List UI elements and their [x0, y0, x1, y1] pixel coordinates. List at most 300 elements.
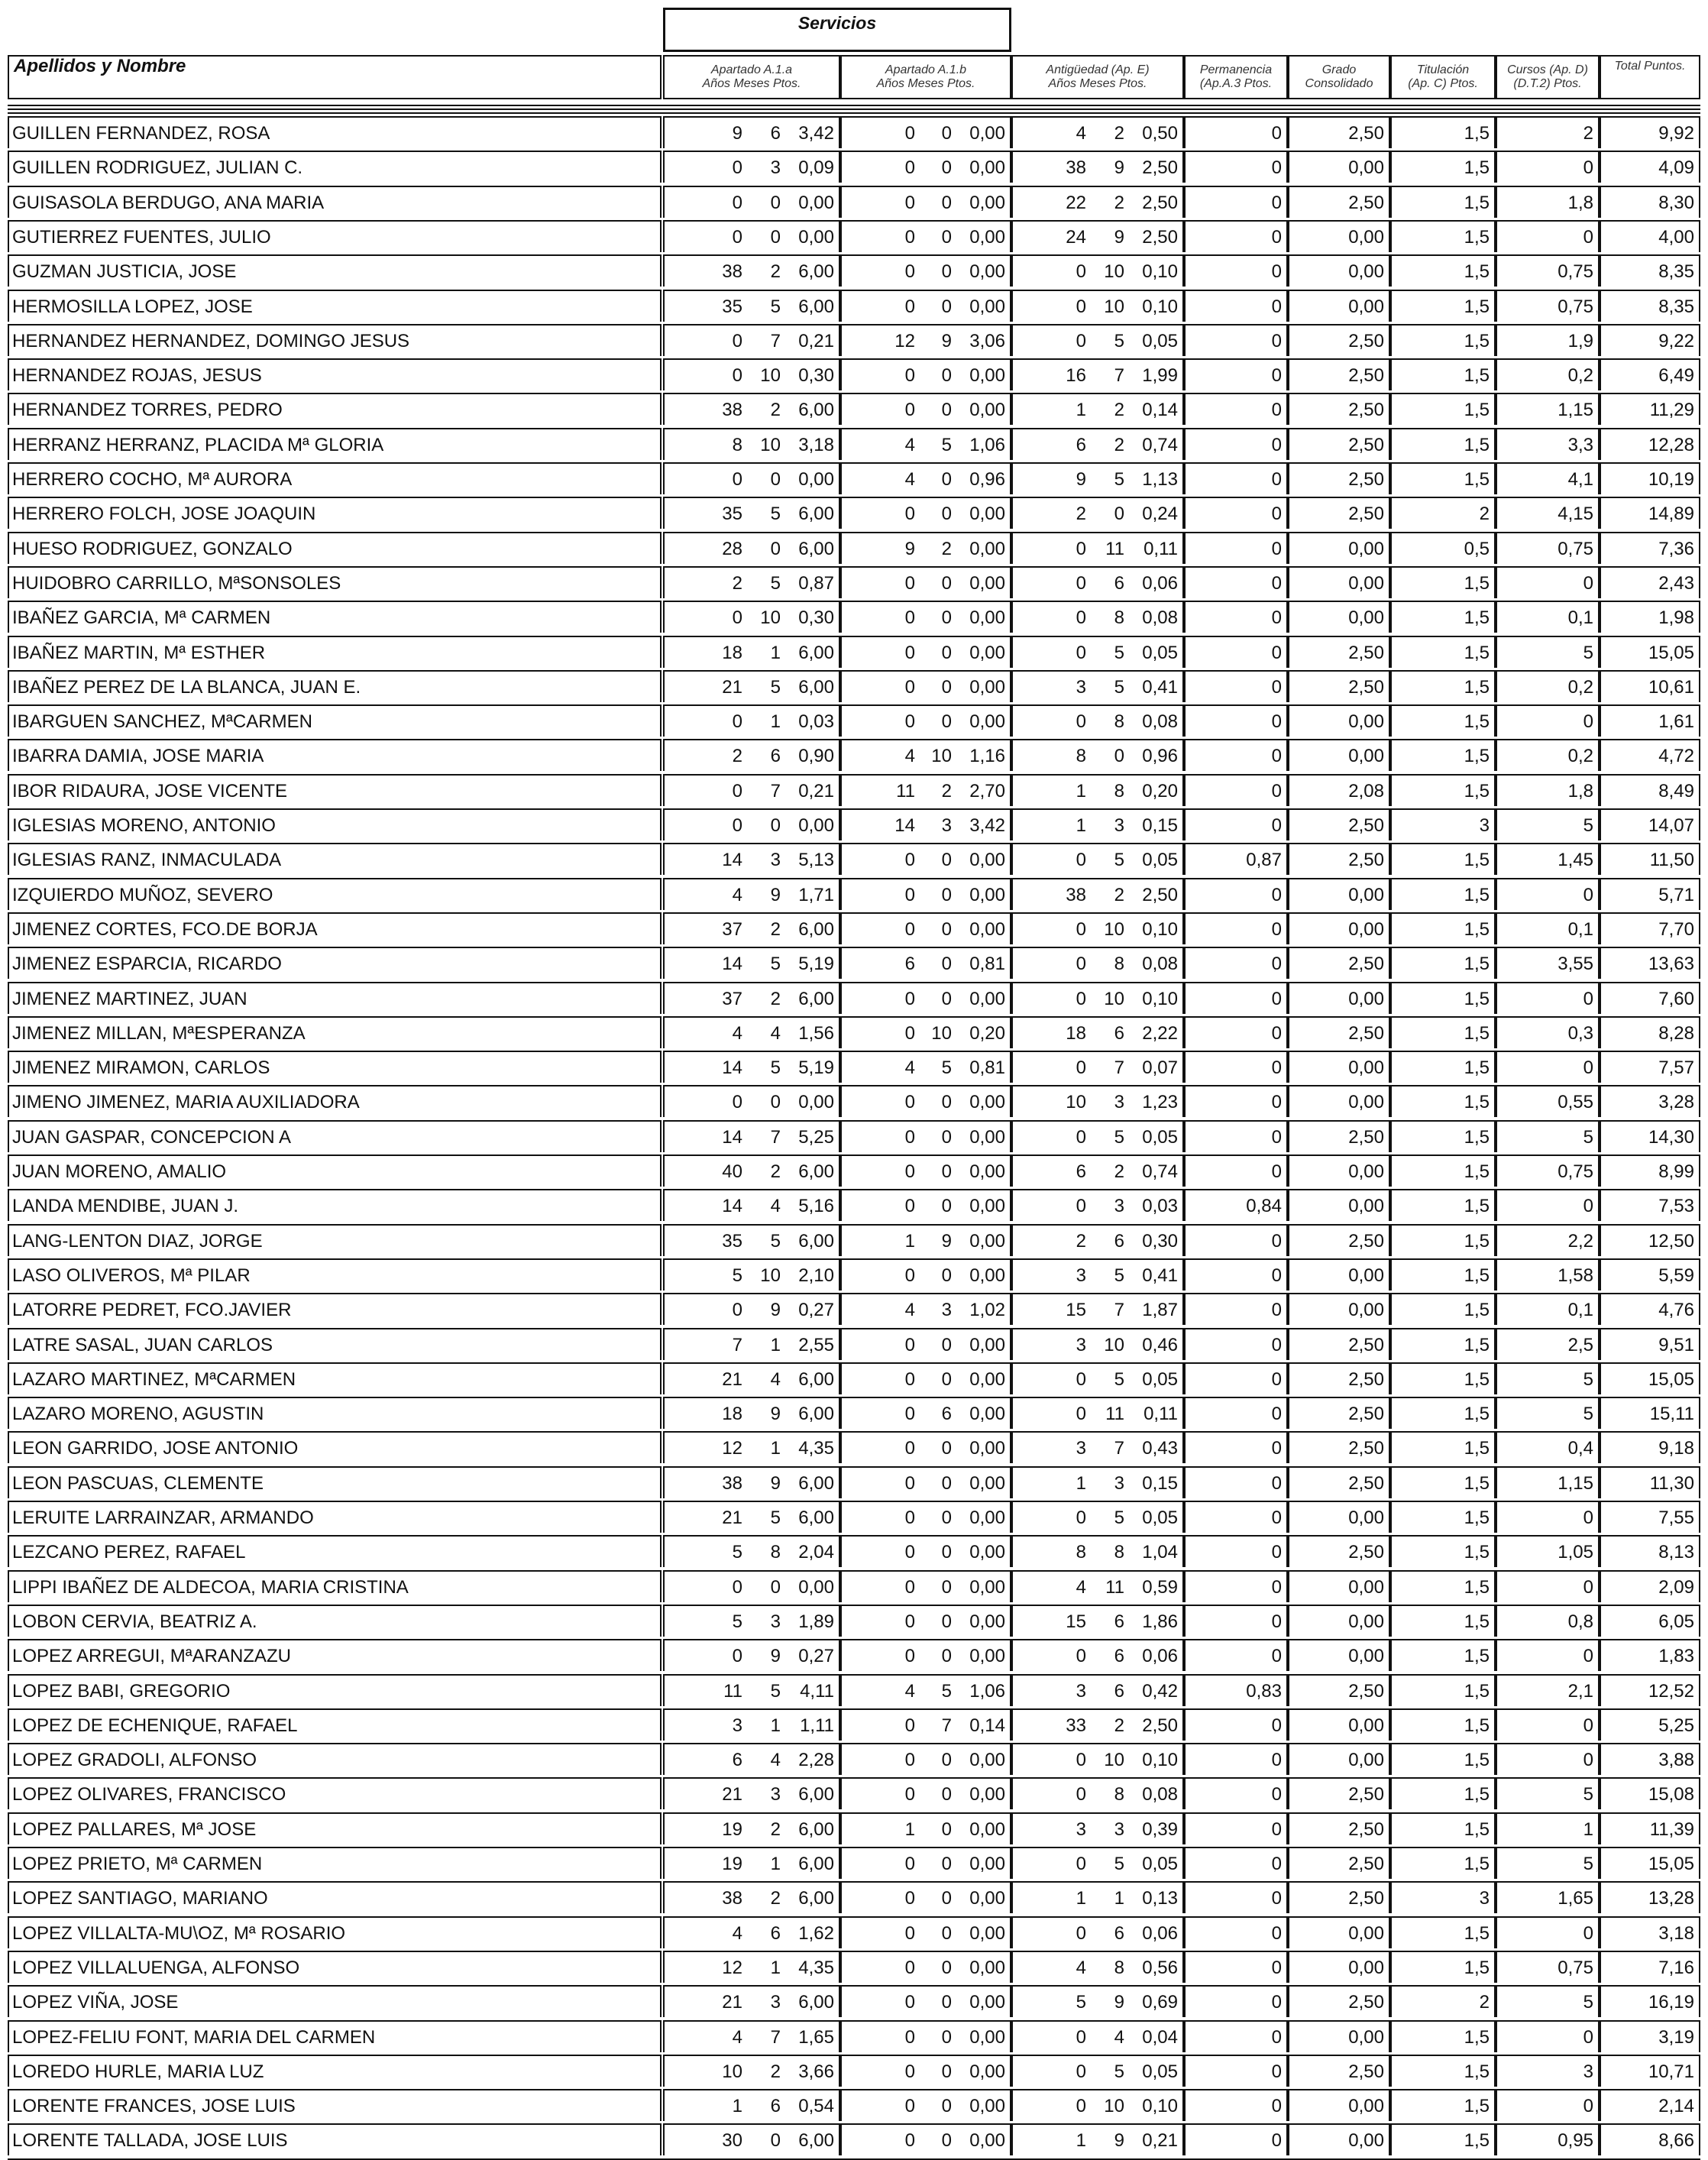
cell-perm: 0	[1184, 393, 1288, 425]
cell-a1a-years: 21	[722, 676, 742, 698]
cell-a1a-months: 0	[770, 2130, 781, 2152]
cell-a1b	[840, 393, 1011, 425]
cell-a1a-years: 6	[732, 1750, 742, 1771]
cell-a1b-points: 0,00	[969, 2130, 1005, 2152]
cell-name: JIMENO JIMENEZ, MARIA AUXILIADORA	[8, 1085, 662, 1117]
cell-total: 7,55	[1600, 1501, 1700, 1533]
cell-a1b-months: 0	[941, 954, 952, 975]
cell-a1a-points: 6,00	[798, 1161, 834, 1182]
cell-ant-months: 3	[1114, 815, 1124, 836]
table-row	[0, 254, 1708, 287]
cell-grado: 2,50	[1288, 1397, 1390, 1429]
cell-ant-months: 3	[1114, 1818, 1124, 1840]
cell-ant-years: 6	[1076, 1161, 1086, 1182]
table-row	[0, 1535, 1708, 1567]
cell-tit: 2	[1390, 1985, 1496, 2017]
cell-a1a-years: 0	[732, 1576, 742, 1598]
cell-perm: 0	[1184, 1224, 1288, 1256]
cell-tit: 1,5	[1390, 739, 1496, 771]
cell-a1a-points: 5,13	[798, 850, 834, 871]
cell-perm: 0	[1184, 1985, 1288, 2017]
cell-a1b-months: 0	[941, 1092, 952, 1113]
cell-perm: 0	[1184, 2020, 1288, 2052]
table-row	[0, 2055, 1708, 2087]
cell-perm: 0	[1184, 739, 1288, 771]
cell-a1a-months: 0	[770, 192, 781, 213]
cell-a1b-months: 0	[941, 157, 952, 179]
cell-grado: 0,00	[1288, 1605, 1390, 1637]
cell-ant-years: 0	[1076, 1646, 1086, 1667]
cell-ant-months: 10	[1104, 1750, 1124, 1771]
cell-ant-months: 8	[1114, 1957, 1124, 1978]
cell-tit: 1,5	[1390, 1951, 1496, 1983]
cell-grado: 0,00	[1288, 151, 1390, 183]
cell-a1b	[840, 912, 1011, 944]
cell-name: LANG-LENTON DIAZ, JORGE	[8, 1224, 662, 1256]
cell-tit: 1,5	[1390, 670, 1496, 702]
cell-a1b-years: 0	[904, 918, 915, 940]
table-row	[0, 1016, 1708, 1048]
cell-a1b-points: 0,00	[969, 226, 1005, 248]
cell-a1b-points: 0,96	[969, 469, 1005, 490]
cell-tit: 2	[1390, 497, 1496, 529]
cell-a1a-points: 4,35	[798, 1438, 834, 1459]
cell-ant-years: 1	[1076, 780, 1086, 801]
cell-a1a-points: 6,00	[798, 1784, 834, 1805]
cell-a1a-years: 0	[732, 607, 742, 629]
cell-ant-years: 1	[1076, 1888, 1086, 1909]
cell-a1a	[663, 1189, 840, 1221]
cell-ant-points: 0,08	[1142, 711, 1178, 733]
cell-perm: 0	[1184, 566, 1288, 598]
cell-total: 10,19	[1600, 462, 1700, 494]
cell-a1b-points: 0,00	[969, 850, 1005, 871]
cell-ant-months: 5	[1114, 1507, 1124, 1528]
cell-grado: 2,50	[1288, 1881, 1390, 1913]
cell-ant-points: 0,05	[1142, 1507, 1178, 1528]
cell-grado: 0,00	[1288, 1951, 1390, 1983]
cell-a1b	[840, 808, 1011, 840]
cell-a1b	[840, 254, 1011, 287]
cell-cursos: 0	[1496, 1051, 1600, 1083]
cell-a1a	[663, 532, 840, 564]
cell-total: 6,05	[1600, 1605, 1700, 1637]
cell-a1b-points: 0,00	[969, 1854, 1005, 1874]
cell-grado: 2,50	[1288, 1847, 1390, 1879]
cell-a1b-years: 4	[904, 1300, 915, 1321]
cell-grado: 2,50	[1288, 497, 1390, 529]
cell-cursos: 2	[1496, 116, 1600, 148]
cell-a1a-months: 7	[770, 330, 781, 351]
cell-ant-months: 7	[1114, 1057, 1124, 1079]
cell-grado: 2,50	[1288, 393, 1390, 425]
cell-ant-months: 2	[1114, 1715, 1124, 1736]
cell-ant-months: 6	[1114, 572, 1124, 594]
cell-cursos: 0	[1496, 1708, 1600, 1741]
cell-cursos: 1,05	[1496, 1535, 1600, 1567]
cell-a1b-years: 0	[904, 504, 915, 525]
cell-ant-points: 0,41	[1142, 1265, 1178, 1286]
cell-ant-points: 0,11	[1144, 1404, 1178, 1425]
cell-a1b-months: 0	[941, 2130, 952, 2152]
cell-ant-points: 2,50	[1142, 884, 1178, 905]
cell-ant-years: 3	[1076, 1438, 1086, 1459]
cell-ant-points: 2,50	[1142, 226, 1178, 248]
cell-a1b	[840, 601, 1011, 633]
cell-ant-points: 0,56	[1142, 1957, 1178, 1978]
cell-a1a-years: 0	[732, 469, 742, 490]
cell-a1b	[840, 358, 1011, 390]
cell-grado: 2,50	[1288, 1224, 1390, 1256]
cell-cursos: 0,75	[1496, 290, 1600, 322]
cell-a1b-points: 0,00	[969, 1126, 1005, 1148]
cell-a1a-points: 0,00	[798, 1576, 834, 1598]
cell-a1b	[840, 1189, 1011, 1221]
cell-a1a-months: 6	[770, 123, 781, 144]
cell-a1a	[663, 1051, 840, 1083]
cell-cursos: 1,58	[1496, 1258, 1600, 1290]
cell-a1b-months: 10	[931, 1022, 952, 1044]
cell-tit: 1,5	[1390, 947, 1496, 979]
cell-ant-months: 10	[1104, 918, 1124, 940]
cell-a1b-years: 0	[904, 607, 915, 629]
cell-a1b-months: 0	[941, 296, 952, 317]
cell-cursos: 0,2	[1496, 670, 1600, 702]
cell-a1b-years: 0	[904, 2061, 915, 2082]
cell-a1a-points: 2,28	[798, 1750, 834, 1771]
cell-a1b-points: 0,81	[969, 1057, 1005, 1079]
cell-a1a	[663, 1085, 840, 1117]
cell-a1a-years: 11	[723, 1680, 742, 1702]
cell-a1b-years: 1	[904, 1230, 915, 1252]
cell-a1a-months: 10	[760, 607, 781, 629]
cell-grado: 2,50	[1288, 1985, 1390, 2017]
cell-a1a-points: 6,00	[798, 296, 834, 317]
cell-name: LATRE SASAL, JUAN CARLOS	[8, 1328, 662, 1360]
cell-a1a	[663, 1258, 840, 1290]
cell-grado: 0,00	[1288, 1501, 1390, 1533]
cell-grado: 0,00	[1288, 2123, 1390, 2155]
cell-cursos: 0	[1496, 1639, 1600, 1671]
cell-ant-months: 10	[1104, 261, 1124, 283]
cell-tit: 1,5	[1390, 1501, 1496, 1533]
cell-a1a-months: 9	[770, 1646, 781, 1667]
cell-total: 7,70	[1600, 912, 1700, 944]
cell-name: LEON GARRIDO, JOSE ANTONIO	[8, 1431, 662, 1463]
table-row	[0, 497, 1708, 529]
cell-ant	[1011, 2020, 1184, 2052]
cell-a1a-months: 2	[770, 988, 781, 1009]
cell-ant-years: 1	[1076, 815, 1086, 836]
table-row	[0, 1085, 1708, 1117]
cell-ant	[1011, 566, 1184, 598]
cell-ant	[1011, 1570, 1184, 1602]
cell-grado: 2,50	[1288, 2055, 1390, 2087]
header-titulacion	[1390, 55, 1496, 99]
cell-cursos: 1,65	[1496, 1881, 1600, 1913]
header-antig-line1: Antigüedad (Ap. E)	[1046, 63, 1150, 76]
cell-a1a-years: 38	[722, 261, 742, 283]
cell-tit: 1,5	[1390, 393, 1496, 425]
cell-a1a-points: 1,62	[798, 1922, 834, 1944]
cell-name: LEZCANO PEREZ, RAFAEL	[8, 1535, 662, 1567]
cell-cursos: 1,15	[1496, 393, 1600, 425]
cell-a1b	[840, 1812, 1011, 1844]
cell-a1a-years: 4	[732, 2026, 742, 2048]
cell-a1a-points: 1,11	[800, 1715, 834, 1736]
cell-a1b-years: 0	[904, 1854, 915, 1874]
table-row	[0, 1293, 1708, 1325]
cell-grado: 0,00	[1288, 2020, 1390, 2052]
cell-a1b-months: 0	[941, 1888, 952, 1909]
cell-a1b-months: 0	[941, 192, 952, 213]
cell-perm: 0	[1184, 1812, 1288, 1844]
cell-ant-years: 33	[1066, 1715, 1086, 1736]
cell-tit: 1,5	[1390, 1120, 1496, 1152]
cell-total: 14,07	[1600, 808, 1700, 840]
cell-cursos: 1,8	[1496, 774, 1600, 806]
cell-perm: 0	[1184, 1881, 1288, 1913]
cell-ant-years: 0	[1076, 538, 1086, 559]
cell-a1a-points: 1,89	[798, 1611, 834, 1632]
cell-tit: 1,5	[1390, 1328, 1496, 1360]
cell-a1a-points: 6,00	[798, 1368, 834, 1390]
cell-a1a-points: 0,00	[798, 815, 834, 836]
cell-a1a-points: 3,18	[798, 434, 834, 455]
cell-cursos: 0	[1496, 1743, 1600, 1775]
cell-a1b	[840, 1051, 1011, 1083]
cell-a1a-years: 14	[722, 954, 742, 975]
cell-cursos: 5	[1496, 1120, 1600, 1152]
cell-name: HERNANDEZ HERNANDEZ, DOMINGO JESUS	[8, 324, 662, 356]
cell-a1b	[840, 1881, 1011, 1913]
cell-name: HERMOSILLA LOPEZ, JOSE	[8, 290, 662, 322]
cell-a1b-months: 0	[941, 918, 952, 940]
cell-ant	[1011, 1120, 1184, 1152]
cell-a1b-months: 5	[941, 1680, 952, 1702]
cell-total: 6,49	[1600, 358, 1700, 390]
cell-ant-years: 8	[1076, 746, 1086, 767]
cell-name: GUTIERREZ FUENTES, JULIO	[8, 220, 662, 252]
cell-a1b-points: 0,00	[969, 711, 1005, 733]
cell-a1b-points: 0,00	[969, 1646, 1005, 1667]
header-apartado-a1b	[840, 55, 1011, 99]
cell-ant-months: 6	[1114, 1230, 1124, 1252]
cell-a1b-months: 0	[941, 1750, 952, 1771]
cell-ant-points: 0,06	[1142, 1922, 1178, 1944]
cell-ant-months: 7	[1114, 365, 1124, 387]
cell-a1b-months: 0	[941, 469, 952, 490]
cell-ant-years: 0	[1076, 2026, 1086, 2048]
cell-a1a-points: 2,55	[798, 1334, 834, 1355]
cell-a1a-points: 6,00	[798, 1472, 834, 1494]
cell-perm: 0	[1184, 636, 1288, 668]
cell-name: LOPEZ OLIVARES, FRANCISCO	[8, 1777, 662, 1809]
cell-a1b-years: 0	[904, 1472, 915, 1494]
cell-a1a	[663, 393, 840, 425]
cell-cursos: 0,4	[1496, 1431, 1600, 1463]
cell-a1a-points: 4,11	[800, 1680, 834, 1702]
cell-a1a-months: 7	[770, 1126, 781, 1148]
cell-tit: 1,5	[1390, 1847, 1496, 1879]
cell-a1b	[840, 1535, 1011, 1567]
cell-tit: 1,5	[1390, 1189, 1496, 1221]
cell-ant-points: 0,05	[1142, 330, 1178, 351]
cell-ant-points: 0,42	[1142, 1680, 1178, 1702]
table-row	[0, 1570, 1708, 1602]
cell-name: IBARGUEN SANCHEZ, MªCARMEN	[8, 704, 662, 737]
cell-a1b-years: 0	[904, 2096, 915, 2117]
table-row	[0, 1743, 1708, 1775]
cell-a1b-months: 0	[941, 1646, 952, 1667]
cell-tit: 1,5	[1390, 774, 1496, 806]
table-row	[0, 532, 1708, 564]
cell-total: 13,28	[1600, 1881, 1700, 1913]
cell-tit: 1,5	[1390, 290, 1496, 322]
cell-ant	[1011, 1293, 1184, 1325]
cell-tit: 1,5	[1390, 220, 1496, 252]
cell-a1b-points: 0,00	[969, 1472, 1005, 1494]
cell-a1a-months: 1	[770, 1334, 781, 1355]
cell-ant	[1011, 878, 1184, 910]
cell-a1a	[663, 739, 840, 771]
cell-a1b	[840, 1224, 1011, 1256]
cell-a1a-months: 7	[770, 780, 781, 801]
cell-a1a	[663, 324, 840, 356]
cell-ant-points: 0,20	[1142, 780, 1178, 801]
cell-name: LOPEZ ARREGUI, MªARANZAZU	[8, 1639, 662, 1671]
table-row	[0, 947, 1708, 979]
cell-a1b-points: 0,00	[969, 1922, 1005, 1944]
cell-cursos: 2,5	[1496, 1328, 1600, 1360]
cell-a1b-months: 5	[941, 434, 952, 455]
cell-grado: 0,00	[1288, 1154, 1390, 1187]
cell-a1a-points: 0,00	[798, 469, 834, 490]
cell-a1a-years: 14	[722, 850, 742, 871]
cell-a1b-years: 0	[904, 1576, 915, 1598]
cell-cursos: 0,1	[1496, 601, 1600, 633]
cell-ant	[1011, 1605, 1184, 1637]
cell-a1b	[840, 1951, 1011, 1983]
cell-ant-years: 38	[1066, 157, 1086, 179]
cell-a1a-months: 0	[770, 469, 781, 490]
cell-ant	[1011, 1466, 1184, 1498]
cell-a1a-years: 5	[732, 1542, 742, 1563]
cell-total: 5,59	[1600, 1258, 1700, 1290]
cell-a1a-points: 6,00	[798, 400, 834, 421]
cell-a1a-months: 2	[770, 1888, 781, 1909]
cell-tit: 1,5	[1390, 324, 1496, 356]
cell-a1b-years: 0	[904, 261, 915, 283]
cell-ant-points: 1,04	[1142, 1542, 1178, 1563]
cell-ant-points: 0,05	[1142, 1854, 1178, 1874]
cell-a1a	[663, 774, 840, 806]
cell-a1a	[663, 290, 840, 322]
cell-a1a	[663, 1881, 840, 1913]
cell-total: 3,28	[1600, 1085, 1700, 1117]
cell-a1b-months: 0	[941, 226, 952, 248]
cell-ant-points: 1,99	[1142, 365, 1178, 387]
table-row	[0, 324, 1708, 356]
cell-ant-points: 1,23	[1142, 1092, 1178, 1113]
cell-name: LOPEZ DE ECHENIQUE, RAFAEL	[8, 1708, 662, 1741]
cell-grado: 2,50	[1288, 1535, 1390, 1567]
cell-a1b-points: 0,00	[969, 1438, 1005, 1459]
cell-cursos: 4,15	[1496, 497, 1600, 529]
cell-a1b-years: 0	[904, 1715, 915, 1736]
cell-name: LIPPI IBAÑEZ DE ALDECOA, MARIA CRISTINA	[8, 1570, 662, 1602]
cell-ant	[1011, 1708, 1184, 1741]
cell-perm: 0	[1184, 1639, 1288, 1671]
cell-ant-months: 2	[1114, 434, 1124, 455]
cell-perm: 0	[1184, 1016, 1288, 1048]
cell-name: LOPEZ PRIETO, Mª CARMEN	[8, 1847, 662, 1879]
cell-a1b-points: 0,00	[969, 1957, 1005, 1978]
cell-tit: 1,5	[1390, 2020, 1496, 2052]
cell-total: 8,66	[1600, 2123, 1700, 2155]
cell-ant-points: 0,21	[1142, 2130, 1178, 2152]
cell-grado: 2,50	[1288, 428, 1390, 460]
cell-ant	[1011, 462, 1184, 494]
cell-total: 15,05	[1600, 1847, 1700, 1879]
cell-a1a-months: 6	[770, 1922, 781, 1944]
cell-cursos: 1	[1496, 1812, 1600, 1844]
cell-tit: 1,5	[1390, 912, 1496, 944]
cell-name: JUAN GASPAR, CONCEPCION A	[8, 1120, 662, 1152]
cell-a1b-points: 0,00	[969, 1888, 1005, 1909]
cell-grado: 2,50	[1288, 1466, 1390, 1498]
cell-ant-points: 2,50	[1142, 157, 1178, 179]
table-row	[0, 739, 1708, 771]
cell-name: LASO OLIVEROS, Mª PILAR	[8, 1258, 662, 1290]
cell-cursos: 0,75	[1496, 1951, 1600, 1983]
cell-a1b-months: 0	[941, 1507, 952, 1528]
table-row	[0, 1674, 1708, 1706]
cell-a1a-months: 8	[770, 1542, 781, 1563]
cell-grado: 2,08	[1288, 774, 1390, 806]
cell-a1a-years: 1	[732, 2096, 742, 2117]
cell-name: JIMENEZ ESPARCIA, RICARDO	[8, 947, 662, 979]
cell-cursos: 0	[1496, 220, 1600, 252]
cell-ant	[1011, 947, 1184, 979]
cell-a1b-points: 0,00	[969, 918, 1005, 940]
table-row	[0, 1224, 1708, 1256]
cell-name: HUESO RODRIGUEZ, GONZALO	[8, 532, 662, 564]
cell-a1b-months: 0	[941, 2026, 952, 2048]
cell-cursos: 3,55	[1496, 947, 1600, 979]
cell-grado: 2,50	[1288, 1777, 1390, 1809]
header-antiguedad	[1011, 55, 1184, 99]
cell-a1b-points: 0,00	[969, 365, 1005, 387]
cell-a1b-years: 0	[904, 296, 915, 317]
cell-ant-months: 2	[1114, 1161, 1124, 1182]
cell-a1a-months: 0	[770, 226, 781, 248]
cell-a1b-points: 0,00	[969, 157, 1005, 179]
cell-a1b-years: 0	[904, 1611, 915, 1632]
cell-a1a-months: 4	[770, 1022, 781, 1044]
cell-ant-points: 0,10	[1142, 296, 1178, 317]
cell-a1b	[840, 878, 1011, 910]
cell-a1b-points: 0,00	[969, 1507, 1005, 1528]
cell-ant-points: 0,05	[1142, 1368, 1178, 1390]
cell-name: JIMENEZ MIRAMON, CARLOS	[8, 1051, 662, 1083]
cell-a1a-months: 5	[770, 1680, 781, 1702]
table-row	[0, 1258, 1708, 1290]
cell-ant-years: 24	[1066, 226, 1086, 248]
cell-tit: 1,5	[1390, 462, 1496, 494]
cell-a1a	[663, 358, 840, 390]
cell-total: 2,09	[1600, 1570, 1700, 1602]
